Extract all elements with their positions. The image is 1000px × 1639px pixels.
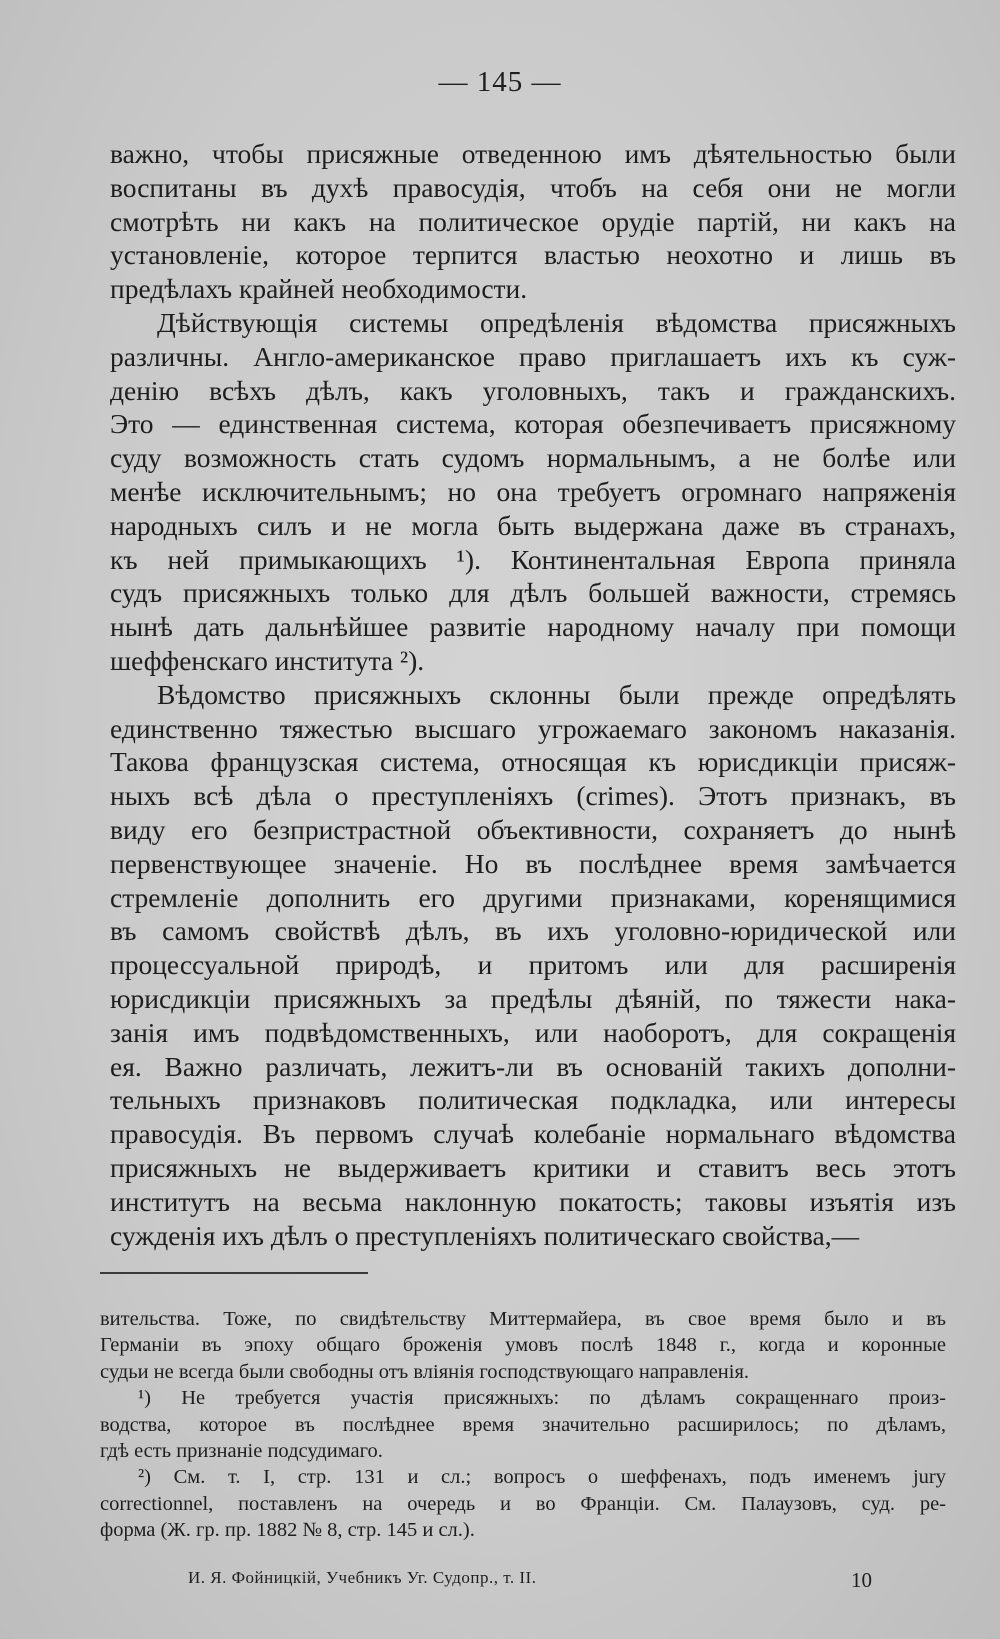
- page-footer: [0, 1568, 1000, 1598]
- footnote-continuation: [100, 1306, 946, 1385]
- footnote-line: Германіи въ эпоху общаго броженія умовъ послѣ 1848 г., когда и коронные: [100, 1334, 946, 1357]
- text-line: судъ присяжныхъ только для дѣлъ большей важности, стремясь: [110, 577, 956, 609]
- text-line: нынѣ дать дальнѣйшее развитіе народному началу при помощи: [110, 611, 956, 643]
- text-line: различны. Англо-американское право приглашаетъ ихъ къ суж-: [110, 340, 956, 372]
- text-line: ныхъ всѣ дѣла о преступленіяхъ (crimes). Этотъ признакъ, въ: [110, 780, 956, 812]
- text-line: сужденія ихъ дѣлъ о преступленіяхъ политическаго свойства,—: [110, 1219, 860, 1251]
- paragraph-1: [110, 137, 956, 306]
- text-line: присяжныхъ не выдерживаетъ критики и ставитъ весь этотъ: [110, 1151, 956, 1183]
- text-line: единственно тяжестью высшаго угрожаемаго закономъ наказанія.: [110, 712, 956, 744]
- text-line: въ самомъ свойствѣ дѣлъ, въ ихъ уголовно-юридической или: [110, 915, 956, 947]
- footnote-line: ¹) Не требуется участія присяжныхъ: по дѣламъ сокращеннаго произ-: [138, 1387, 946, 1410]
- page-number: — 145 —: [438, 66, 562, 98]
- text-line: предѣлахъ крайней необходимости.: [110, 273, 528, 305]
- text-line: тельныхъ признаковъ политическая подкладка, или интересы: [110, 1084, 956, 1116]
- text-line: стремленіе дополнить его другими признаками, коренящимися: [110, 881, 956, 913]
- text-line: Это — единственная система, которая обезпечиваетъ присяжному: [110, 408, 956, 440]
- footnote-line: гдѣ есть признаніе подсудимаго.: [100, 1440, 383, 1463]
- footnote-2: [100, 1464, 946, 1543]
- text-line: народныхъ силъ и не могла быть выдержана даже въ странахъ,: [110, 509, 956, 541]
- text-line: денію всѣхъ дѣлъ, какъ уголовныхъ, такъ и гражданскихъ.: [110, 374, 956, 406]
- text-line: воспитаны въ духѣ правосудія, чтобъ на себя они не могли: [110, 171, 956, 203]
- text-line: шеффенскаго института ²).: [110, 644, 425, 676]
- text-line: Вѣдомство присяжныхъ склонны были прежде опредѣлять: [157, 678, 956, 710]
- paragraph-2: [110, 306, 956, 678]
- text-line: ея. Важно различать, лежитъ-ли въ основаній такихъ дополни-: [110, 1050, 956, 1082]
- paragraph-3: [110, 678, 956, 1253]
- footnote-line: ²) См. т. І, стр. 131 и сл.; вопросъ о шеффенахъ, подъ именемъ jury: [138, 1466, 946, 1489]
- text-line: первенствующее значеніе. Но въ послѣднее время замѣчается: [110, 847, 956, 879]
- footnote-line: correctionnel, поставленъ на очередь и во Франціи. См. Палаузовъ, суд. ре-: [100, 1492, 946, 1515]
- text-line: виду его безпристрастной объективности, сохраняетъ до нынѣ: [110, 813, 956, 845]
- main-text: [110, 137, 956, 1252]
- printer-signature: И. Я. Фойницкій, Учебникъ Уг. Судопр., т. II.: [188, 1568, 537, 1587]
- text-line: суду возможность стать судомъ нормальнымъ, а не болѣе или: [110, 442, 956, 474]
- footnote-1: [100, 1385, 946, 1464]
- text-line: важно, чтобы присяжные отведенною имъ дѣятельностью были: [110, 138, 956, 169]
- text-line: институтъ на весьма наклонную покатость; таковы изъятія изъ: [110, 1185, 956, 1217]
- text-line: установленіе, которое терпится властью неохотно и лишь въ: [110, 239, 956, 271]
- sheet-number: 10: [851, 1568, 872, 1592]
- footnote-separator: [100, 1272, 368, 1274]
- footnote-line: судьи не всегда были свободны отъ вліянія господствующаго направленія.: [100, 1360, 750, 1383]
- footnote-line: вительства. Тоже, по свидѣтельству Миттермайера, въ свое время было и въ: [100, 1308, 946, 1330]
- text-line: Такова французская система, относящая къ юрисдикціи присяж-: [110, 746, 956, 778]
- text-line: къ ней примыкающихъ ¹). Континентальная Европа приняла: [110, 543, 956, 575]
- footnote-line: форма (Ж. гр. пр. 1882 № 8, стр. 145 и сл.).: [100, 1519, 475, 1542]
- text-line: менѣе исключительнымъ; но она требуетъ огромнаго напряженія: [110, 475, 956, 507]
- footnotes: [100, 1306, 946, 1544]
- text-line: занія имъ подвѣдомственныхъ, или наоборотъ, для сокращенія: [110, 1016, 956, 1048]
- text-line: процессуальной природѣ, и притомъ или для расширенія: [110, 949, 956, 981]
- text-line: Дѣйствующія системы опредѣленія вѣдомства присяжныхъ: [157, 306, 956, 338]
- text-line: правосудія. Въ первомъ случаѣ колебаніе нормальнаго вѣдомства: [110, 1118, 956, 1150]
- footnote-line: водства, которое въ послѣднее время значительно расширилось; по дѣламъ,: [100, 1413, 946, 1436]
- text-line: смотрѣть ни какъ на политическое орудіе партій, ни какъ на: [110, 205, 956, 237]
- text-line: юрисдикціи присяжныхъ за предѣлы дѣяній, по тяжести нака-: [110, 982, 956, 1014]
